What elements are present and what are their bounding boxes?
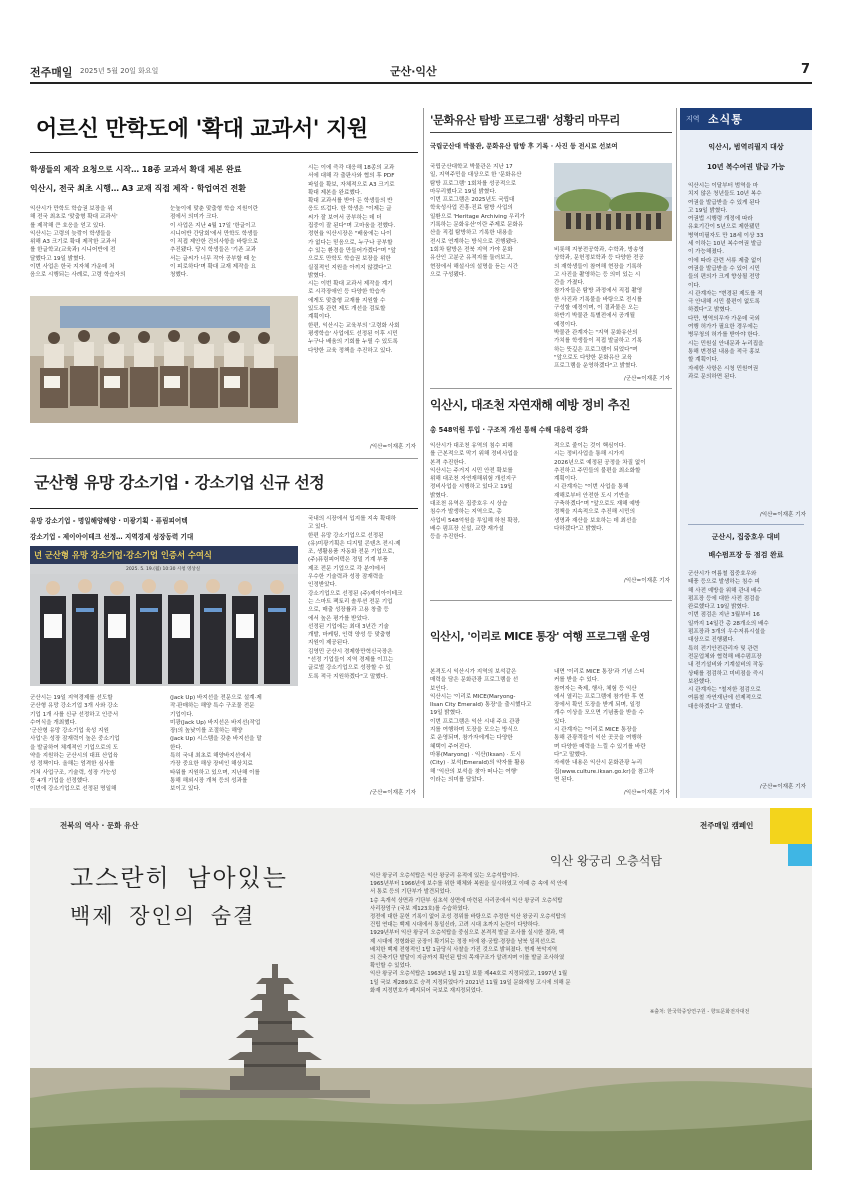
text-line: 개발, 마케팅, 인력 양성 등 맞춤형	[308, 632, 391, 639]
text-line: 씨가 잘 보여서 공부하는 데 더	[308, 214, 382, 221]
text-line: 프로그램을 운영하겠다"고 밝혔다.	[554, 363, 638, 370]
text-line: 성 정책이다. 올해는 엄격한 심사를	[30, 761, 115, 768]
text-line: 참가자들은 탐방 과정에서 직접 촬영	[554, 288, 643, 295]
text-line: 19일 밝혔다.	[430, 710, 463, 717]
text-line: 밝혔다.	[308, 272, 326, 279]
text-line: 완료했다고 19일 밝혔다.	[688, 604, 750, 611]
text-line: 이에 따라 관련 서류 제출 없이	[688, 257, 762, 264]
text-line: 조, 생활용품 자동화 전문 기업으로,	[308, 549, 395, 556]
page-number: 7	[800, 62, 810, 77]
text-line: 여행 허가가 필요한 경우에는	[688, 324, 759, 331]
masthead	[30, 60, 812, 82]
text-line: 인정받았다.	[308, 582, 337, 589]
text-line: 의 건축기단 발달이 지금까지 확인된 탑의 목재구조가 알려지며 이를 발굴 조사하였	[370, 955, 565, 962]
text-line: 예정이다.	[554, 321, 578, 328]
text-line: 확대 교과서를 받아 든 학생들의 반	[308, 198, 393, 205]
text-line: 세 이하는 10년 복수여권 발급	[688, 241, 762, 248]
text-line: 선정된 기업에는 최대 3년간 기술	[308, 623, 389, 630]
group-photo-graphic	[30, 296, 298, 423]
sidebar-item2-title: 군산시, 집중호우 대비	[711, 533, 781, 541]
text-line: 누구나 배움의 기회를 누릴 수 있도록	[308, 339, 398, 346]
text-line: 사업비 548억원을 투입해 하천 확장,	[430, 517, 520, 524]
text-line: 응도 뜨겁다. 한 학생은 "이제는 글	[308, 206, 392, 213]
text-line: 구성할 예정이며, 이 결과물은 오는	[554, 305, 639, 312]
article-col-2	[554, 246, 672, 376]
text-line: 재해로부터 안전한 도시 기반을	[554, 492, 630, 499]
text-line: 를 한글학교(교육과) 시니어반에 전	[30, 247, 116, 254]
tour-photo-graphic	[554, 163, 672, 241]
article-subhead: 총 548억원 투입 · 구조적 개선 통해 수해 대응력 강화	[430, 426, 588, 434]
text-line: 지원이 제공된다.	[308, 640, 350, 647]
sidebar-item1-body	[688, 182, 806, 387]
text-line: 일까지 14일간 총 28개소의 배수	[688, 620, 769, 627]
text-line: 장)의 높낮이를 조절하는 해양	[170, 728, 243, 735]
text-line: 병무청의 허가를 받아야 한다.	[688, 332, 760, 339]
text-line: 장에서 확인 도장을 받게 되며, 일정	[554, 702, 641, 709]
text-line: 다하겠다"고 밝혔다.	[554, 525, 604, 532]
text-line: 자세한 내용은 익산시 문화관광 누리	[554, 760, 643, 767]
text-line: 내 전기설비와 기계설비의 작동	[688, 662, 764, 669]
text-line: 기업 1개 사를 신규 선정하고 인증서	[30, 711, 119, 718]
text-line: 보이고 있다.	[170, 786, 201, 793]
text-line: 시 관계자는 "이리로 MICE 통장을	[554, 727, 638, 734]
article-headline: 익산시, '이리로 MICE 통장' 여행 프로그램 운영	[430, 630, 651, 643]
text-line: 본격 추진한다.	[430, 459, 466, 466]
text-line: 들의 편의가 크게 향상될 전망	[688, 274, 760, 281]
article-subhead-1: 유망 강소기업 - 명일해양해양 · 미광기획 · 퓨림피어텍	[30, 517, 188, 525]
text-line: 일, 지역주민을 대상으로 한 '문화유산	[430, 172, 522, 179]
text-line: 점에서 의미가 크다.	[170, 214, 219, 221]
text-line: 펌프장 등에 대한 사전 점검을	[688, 595, 760, 602]
text-line: 하는 뜻깊은 프로그램이 되었다"며	[554, 346, 638, 353]
text-line: 커를 받을 수 있다.	[554, 677, 599, 684]
text-line: 국립군산대학교 박물관은 지난 17	[430, 164, 513, 170]
text-line: 면 된다.	[554, 776, 574, 783]
text-line: 거쳐 사업구조, 기술력, 성장 가능성	[30, 769, 117, 776]
sidebar-item2-body	[688, 570, 806, 770]
text-line: 다양한 교육 정책을 추진하고 있다.	[308, 347, 393, 354]
text-line: 계획이다.	[554, 476, 578, 483]
text-line: 할 계획이다.	[688, 357, 719, 364]
text-line: 군산형 유망 강소기업 3개 사와 강소	[30, 703, 119, 710]
campaign-brand: 전주매일 캠페인	[700, 821, 754, 830]
text-line: 고 19일 밝혔다.	[688, 207, 728, 214]
text-line: 이다.	[688, 282, 701, 289]
article-subhead-2: 강소기업 - 제이아이테크 선정… 지역경제 성장동력 기대	[30, 533, 194, 541]
text-line: 다"고 말했다.	[554, 751, 588, 758]
text-line: 정책을 지속적으로 추진해 시민의	[554, 509, 635, 516]
text-line: 으로도 만학도 학습권 보장을 위한	[308, 256, 391, 263]
text-line: 이번 점검은 지난 3월부터 16	[688, 612, 760, 619]
text-line: 현장에서 해설사의 설명을 듣는 시간	[430, 263, 519, 270]
article-col-left	[30, 205, 162, 285]
article-col-2	[170, 694, 300, 794]
text-line: 해 '익산의 보석을 찾아 떠나는 여행'	[430, 768, 518, 775]
text-line: 글로벌 강소기업으로 성장할 수 있	[308, 665, 391, 672]
text-line: 익산시는 '이리로 MICE(Maryong-	[430, 693, 516, 700]
text-line: 일환으로 'Heritage Archiving 우리가	[430, 213, 525, 220]
article-photo-ceremony	[30, 546, 298, 686]
column-divider	[676, 108, 677, 798]
article-photo-group	[30, 296, 298, 423]
text-line: 제 시대에 정형화된 궁장이 확기되는 정장 터에 왕·궁탑·경장을 남북 일직선으로	[370, 938, 556, 945]
sidebar-item2-title2: 배수펌프장 등 점검 완료	[708, 551, 784, 559]
article-culture-tour	[430, 108, 672, 383]
text-line: 는 스마트 팩토리 솔루션 전문 기업	[308, 598, 393, 605]
text-line: 고 있다.	[308, 524, 328, 531]
text-line: 2026년으로 예정된 공정을 차질 없이	[554, 459, 646, 466]
text-line: 1회차 탐방은 전북 지역 가야 문화	[430, 246, 513, 253]
text-line: 군산시는 19일 지역경제를 선도할	[30, 695, 113, 701]
text-line: 침수가 발생하는 지역으로, 총	[430, 509, 502, 516]
text-line: '군산형 유망 강소기업 육성 지원	[30, 728, 109, 735]
article-col-1	[430, 668, 546, 788]
article-mice	[430, 600, 672, 798]
text-line: (Jack Up) 시스템을 갖춘 바지선을 말	[170, 736, 262, 743]
text-line: 확대 제본을 완료했다.	[308, 189, 362, 196]
text-line: 파일을 확보, 자체적으로 A3 크기로	[308, 181, 395, 188]
text-line: 익산시는 고령의 늦깎이 학생들을	[30, 230, 111, 237]
article-subhead-2: 익산시, 전국 최초 시행… A3 교재 직접 제작 · 학업여건 전환	[30, 184, 246, 193]
text-line: 특히 국내 최초로 해양바지선에서	[170, 753, 251, 760]
text-line: 익산시는 이달부터 범역을 마	[688, 183, 759, 189]
text-line: 기업이다.	[170, 711, 194, 718]
text-line: (유)미광기획은 디지털 콘텐츠 전시·제	[308, 540, 401, 547]
text-line: 통해 관광객들이 익산 곳곳을 여행하	[554, 735, 643, 742]
text-line: 위해 대조천 자연재해위험 개선지구	[430, 476, 517, 483]
text-line: 배수 펌프장 신설, 교량 재가설	[430, 525, 504, 532]
text-line: 음으로 시행되는 사례로, 고령 학습자의	[30, 272, 126, 279]
article-col-1	[430, 442, 546, 552]
text-line: 가 없다는 믿음으로, 누구나 공부할	[308, 239, 393, 246]
text-line: "앞으로도 다양한 문화유산 교육	[554, 354, 633, 361]
article-col-2	[554, 668, 672, 788]
text-line: 정헌율 익산시장은 "배움에는 나이	[308, 231, 392, 238]
text-line: 마룡(Maryong) · 익산(Iksan) · 도시	[430, 751, 521, 758]
text-line: (Jack Up) 바지선을 전문으로 설계·제	[170, 695, 262, 701]
text-line: 집(www.culture.iksan.go.kr)을 참고하	[554, 768, 655, 775]
text-line: Ilsan City Emerald) 통장'을 출시했다고	[430, 702, 532, 709]
article-col-mid	[170, 205, 300, 285]
text-line: 추진됐다. 당시 학생들은 '기존 교과	[170, 247, 257, 254]
article-textbook	[30, 108, 418, 453]
sidebar-tag: 지역	[686, 115, 700, 123]
article-headline: 어르신 만학도에 '확대 교과서' 지원	[36, 117, 368, 142]
text-line: 참여자는 축제, 행사, 체험 등 익산	[554, 685, 637, 692]
text-line: 박물관 관계자는 "지역 문화유산의	[554, 329, 638, 336]
sidebar-item1-title2: 10년 복수여권 발급 가능	[707, 163, 785, 171]
campaign-section	[30, 808, 812, 1170]
text-line: 매력을 담은 문화관광 프로그램을 선	[430, 677, 519, 684]
text-line: 집중이 잘 된다"며 고마움을 전했다.	[308, 223, 396, 230]
text-line: 1965년부터 1966년에 보수를 위한 해체와 복원을 실시하였고 이때 층 속에 석 안에	[370, 881, 568, 888]
text-line: 국내의 시장에서 입지를 지속 확대하	[308, 516, 397, 522]
text-line: 기록하는 문화유산'이란 주제로 문화유	[430, 222, 524, 229]
text-line: 달했다고 19일 밝혔다.	[30, 255, 86, 262]
article-headline: '문화유산 탐방 프로그램' 성황리 마무리	[430, 113, 620, 127]
text-line: 1일 국보 제289호로 승격 지정되었다가 2021년 11월 19일 문화재청 고시에 의해 문	[370, 979, 571, 986]
text-line: 산을 직접 탐방하고 기록한 내용을	[430, 230, 513, 237]
text-line: 한 사진과 기록물을 바탕으로 전시를	[554, 296, 643, 303]
text-line: 극 안내해 시민 불편이 없도록	[688, 299, 760, 306]
text-line: 이번에 강소기업으로 선정된 명일해	[30, 786, 117, 793]
text-line: 도록 적극 지원하겠다"고 말했다.	[308, 673, 388, 680]
text-line: 마무리했다고 19일 밝혔다.	[430, 188, 497, 195]
byline: /익산=이재훈 기자	[759, 512, 806, 518]
text-line: 이 사업은 지난 4월 17일 '한글이고	[170, 222, 256, 229]
sidebar-news-brief	[680, 108, 812, 798]
article-col-3	[308, 515, 418, 705]
text-line: 의 재학생들이 참여해 현장을 기록하	[554, 263, 643, 270]
text-line: 익산시는 주거지 시민 안전 확보를	[430, 467, 513, 474]
text-line: 밝혔다.	[430, 492, 448, 499]
ceremony-banner-date: 2025. 5. 19.(월) 10:30 시청 영상실	[126, 567, 201, 572]
byline: /익산=이재훈 기자	[623, 578, 670, 584]
article-col-1	[30, 694, 162, 794]
text-line: 정비사업을 시행하고 있다고 19일	[430, 484, 513, 491]
text-line: 에서 높은 평가를 받았다.	[308, 615, 370, 622]
pagoda-landscape-graphic	[30, 928, 812, 1170]
text-line: 미광(Jack Up) 바지선은 바지선(작업	[170, 719, 261, 726]
text-line: 청했다.	[170, 272, 188, 279]
text-line: 실질적인 지원을 아끼지 않겠다"고	[308, 264, 392, 271]
text-line: 구축하겠다"며 "앞으로도 재해 예방	[554, 501, 641, 508]
text-line: 혜택이 주어진다.	[430, 743, 472, 750]
text-line: 으로 구성됐다.	[430, 271, 466, 278]
text-line: 상학과, 문헌정보학과 등 다양한 전공	[554, 255, 644, 262]
text-line: 에서 열리는 프로그램에 참가한 후 현	[554, 693, 644, 700]
text-line: "선정 기업들이 지역 경제를 이끄는	[308, 657, 394, 664]
text-line: 정전에 대한 문헌 기록이 없어 조성 경위를 바탕으로 추정한 익산 왕궁리 오층석탑의	[370, 914, 566, 921]
text-line: 계획이다.	[308, 314, 332, 321]
text-line: 타워를 지원하고 있으며, 지난해 이를	[170, 769, 260, 776]
text-line: 작·판매하는 해양 특수 구조물 전문	[170, 703, 255, 710]
text-line: 추진하고 주민들의 불편을 최소화할	[554, 467, 641, 474]
text-line: 치지 않은 청년들도 10년 복수	[688, 191, 762, 198]
byline: /익산=이재훈 기자	[369, 444, 416, 450]
text-line: 를 제작해 큰 호응을 얻고 있다.	[30, 222, 106, 229]
text-line: 병역미필자도 만 18세 이상 33	[688, 232, 764, 239]
text-line: 서 통로 등의 기단부가 발견되었다.	[370, 889, 452, 896]
text-line: 눈높이에 맞춘 맞춤형 학습 지원이란	[170, 206, 259, 212]
text-line: 한편 유망 강소기업으로 선정된	[308, 532, 384, 539]
sidebar-title: 소식통	[708, 113, 743, 126]
text-line: 등 4개 기업을 선정했다.	[30, 777, 90, 784]
text-line: 로 시각장애인 등 다양한 학습자	[308, 289, 386, 296]
text-line: (City) · 보석(Emerald)의 약자를 활용	[430, 760, 526, 767]
text-line: 이 가능해졌다.	[688, 249, 724, 256]
text-line: 통해 해외시장 개척 등의 성과를	[170, 777, 248, 784]
text-line: 학육성사업 진흥·진료 탐방 사업의	[430, 205, 513, 212]
text-line: 통해 변경된 내용을 적극 홍보	[688, 348, 760, 355]
text-line: 대상으로 진행됐다.	[688, 637, 735, 644]
text-line: 개수 이상을 모으면 기념품을 받을 수	[554, 710, 644, 717]
text-line: 제조 전문 기업으로 각 분야에서	[308, 565, 386, 572]
text-line: 유산인 고분군 유적지를 둘러보고,	[430, 255, 513, 262]
masthead-date: 2025년 5월 20일 화요일	[80, 67, 159, 75]
sidebar-item1-title: 익산시, 범역리필지 대상	[708, 143, 784, 151]
text-line: 시는 이번 확대 교과서 제작을 계기	[308, 281, 393, 288]
text-line: 이번 프로그램은 2025년도 국립대	[430, 197, 515, 204]
text-line: 배치한 백제 전형적인 1탑 1금당식 사찰을 가진 것으로 밝혀졌다. 현재 북악지역	[370, 946, 558, 953]
text-line: 여권을 발급받을 수 있어 시민	[688, 265, 760, 272]
headline-rule	[430, 132, 672, 133]
text-line: 비롯해 지붕전공학과, 수학과, 방송영	[554, 247, 644, 253]
article-col-2	[554, 442, 672, 552]
text-line: 사업'은 성장 잠재력이 높은 중소기업	[30, 736, 120, 743]
text-line: 이 직접 제안한 건의사항을 바탕으로	[170, 239, 259, 246]
text-line: 시 관계자는 "이번 사업을 통해	[554, 484, 629, 491]
text-line: 여름철 자연재난에 선제적으로	[688, 695, 762, 702]
text-line: 하겠다"고 밝혔다.	[688, 307, 732, 314]
text-line: 우수한 기술력과 성장 잠재력을	[308, 574, 384, 581]
text-line: 시는 정비사업을 통해 시가지	[554, 451, 625, 458]
text-line: 수여식을 개최했다.	[30, 719, 77, 726]
text-line: 보완했다.	[688, 678, 712, 685]
masthead-rule	[30, 82, 812, 84]
text-line: 평생학습' 사업에도 선정된 이후 시민	[308, 330, 398, 337]
text-line: 간을 가졌다.	[554, 280, 585, 287]
text-line: 대조천 유역은 집중호우 시 상습	[430, 501, 508, 508]
campaign-headline-2: 백제 장인의 숨결	[70, 904, 256, 928]
text-line: 있다.	[554, 718, 567, 725]
text-line: 생명과 재산을 보호하는 데 최선을	[554, 517, 637, 524]
text-line: 탐방 프로그램' 1회차를 성공적으로	[430, 180, 517, 187]
text-line: 유효기간이 5년으로 제한됐던	[688, 224, 760, 231]
text-line: 에게도 맞춤형 교재를 지원할 수	[308, 297, 386, 304]
text-line: 내면 '이리로 MICE 통장'과 기념 스티	[554, 669, 645, 675]
text-line: 확인할 수 있었다.	[370, 963, 412, 970]
text-line: 가장 중요한 해상 장비인 해상치료	[170, 761, 253, 768]
sidebar-divider	[688, 524, 804, 525]
text-line: 과로 문의하면 된다.	[688, 373, 737, 380]
headline-rule	[30, 152, 418, 153]
campaign-series: 전북의 역사 · 문화 유산	[60, 821, 139, 830]
text-line: 해 전국 최초로 '맞춤형 확대 교과서'	[30, 214, 118, 221]
text-line: 있도록 관련 제도 개선을 검토할	[308, 306, 386, 313]
text-line: 보인다.	[430, 685, 448, 692]
text-line: 수 있는 환경을 만들어가겠다"며 "앞	[308, 247, 396, 254]
text-line: 전시로 연계하는 방식으로 진행됐다.	[430, 238, 519, 245]
byline: /군산=이재훈 기자	[369, 790, 416, 796]
text-line: 상태를 점검하고 미비점을 즉시	[688, 670, 764, 677]
text-line: 화재 지정번호가 폐지되어 국보로 재지정되었다.	[370, 987, 483, 994]
text-line: 군산시가 여름철 집중호우와	[688, 571, 757, 577]
section-rule	[430, 600, 672, 601]
text-line: 고 사진을 촬영하는 등 의미 있는 시	[554, 271, 641, 278]
text-line: 지를 여행하며 도장을 모으는 방식으	[430, 727, 519, 734]
text-line: 다만, 병역의무자 가운데 국외	[688, 315, 760, 322]
text-line: 이번 프로그램은 익산 시내 주요 관광	[430, 718, 520, 725]
article-col-1	[430, 163, 546, 378]
article-companies	[30, 458, 418, 798]
text-line: 시니어반 간담회'에서 만학도 학생들	[170, 230, 258, 237]
text-line: 적으로 줄이는 것이 핵심이다.	[554, 443, 626, 449]
text-line: 등을 추진한다.	[430, 534, 466, 541]
text-line: 시는 민원실 안내문과 누리집을	[688, 340, 764, 347]
text-line: 자세한 사항은 시청 민원여권	[688, 365, 759, 372]
text-line: 펌프장과 3개의 우수저류시설을	[688, 629, 766, 636]
headline-rule	[30, 508, 418, 509]
text-line: 여권법 시행령 개정에 따라	[688, 216, 753, 223]
text-line: 이번 사업은 한국 지자체 가운데 처	[30, 264, 115, 271]
text-line: (주)퓨림피어텍은 정밀 기계 부품	[308, 557, 388, 564]
byline: /군산=이재훈 기자	[759, 784, 806, 790]
heritage-title: 익산 왕궁리 오층석탑	[550, 854, 662, 868]
sidebar-header	[680, 108, 812, 130]
text-line: 시 관계자는 "변경된 제도를 적	[688, 290, 763, 297]
text-line: 익산 왕궁리 오층석탑은 익산 왕궁리 유적에 있는 오층석탑이다.	[370, 873, 520, 879]
ceremony-photo-graphic	[30, 574, 298, 686]
text-line: 익산 왕궁리 오층석탑은 1963년 1월 21일 보물 제44호로 지정되었고, 1997년 1월	[370, 971, 568, 978]
section-rule	[430, 388, 672, 389]
article-headline: 군산형 유망 강소기업 · 강소기업 신규 선정	[34, 473, 325, 492]
text-line: 익산시가 만학도 학습권 보장을 위	[30, 206, 113, 212]
ceremony-banner-text: 년 군산형 유망 강소기업·강소기업 인증서 수여식	[34, 550, 212, 560]
byline: /군산=이재훈 기자	[623, 376, 670, 382]
text-line: 김영민 군산시 경제항만혁신국장은	[308, 648, 393, 655]
text-line: 건립 연대는 백제 시대에서 통일신라, 고려 시대 초까지 논란이 다양하다.	[370, 922, 540, 929]
text-line: 며 다양한 매력을 느낄 수 있기를 바란	[554, 743, 646, 750]
text-line: 으로, 매출 성장률과 고용 창출 등	[308, 607, 389, 614]
text-line: 한다.	[170, 744, 183, 751]
text-line: 특히 전기안전관리자 및 관련	[688, 645, 759, 652]
article-col-right	[308, 164, 418, 444]
article-photo-tour	[554, 163, 672, 241]
text-line: 약을 지원하는 군산시의 대표 산업육	[30, 753, 119, 760]
section-rule	[30, 458, 418, 459]
text-line: 해 사전 예방을 위해 관내 배수	[688, 587, 762, 594]
text-line: 1층 옥개석 상면과 기단부 심초석 상면에 마련된 사리공에서 익산 왕궁리 오층석탑	[370, 897, 563, 904]
campaign-headline-1: 고스란히 남아있는	[70, 864, 288, 892]
text-line: 전문업체와 협력해 배수펌프장	[688, 653, 762, 660]
text-line: 서는 글씨가 너무 작아 공부할 때 눈	[170, 255, 257, 262]
text-line: 하반기 박물관 특별전에서 공개될	[554, 313, 635, 320]
text-line: 여권을 발급받을 수 있게 된다	[688, 199, 760, 206]
campaign-accent-yellow	[770, 808, 812, 844]
text-line: 본격도시 익산시가 지역의 보석같은	[430, 669, 517, 675]
text-line: 1929년부터 익산 왕궁리 오층석탑을 중심으로 본격적 발굴 조사를 실시한 결과, 백	[370, 930, 564, 937]
text-line: 사리장엄구 (국보 제123호)를 수습하였다.	[370, 905, 470, 912]
article-subhead-1: 학생들의 제작 요청으로 시작… 18종 교과서 확대 제본 완료	[30, 165, 242, 174]
text-line: 한편, 익산시는 교육부의 '고령화 사회	[308, 322, 400, 329]
masthead-paper-name: 전주매일	[30, 67, 73, 79]
text-line: 익산시가 대조천 유역의 침수 피해	[430, 443, 513, 449]
text-line: 시 관계자는 "철저한 점검으로	[688, 687, 761, 694]
text-line: 강소기업으로 선정된 (주)제이아이테크	[308, 590, 403, 597]
text-line: 시는 이에 즉각 대응해 18종의 교과	[308, 165, 395, 171]
text-line: 를 근본적으로 막기 위해 정비사업을	[430, 451, 519, 458]
byline: /익산=이재훈 기자	[623, 790, 670, 796]
text-line: 위해 A3 크기로 확대 제작한 교과서	[30, 239, 117, 246]
masthead-section: 군산·익산	[390, 65, 437, 78]
text-line: 태풍 등으로 발생하는 침수 피	[688, 579, 760, 586]
column-divider	[423, 108, 424, 798]
text-line: 을 발굴하여 체계적인 기업으로의 도	[30, 744, 119, 751]
text-line: 이라는 의미를 담았다.	[430, 776, 484, 783]
campaign-accent-cyan	[788, 844, 812, 866]
text-line: 로 운영되며, 참가자에게는 다양한	[430, 735, 513, 742]
article-flood	[430, 388, 672, 598]
text-line: 가치를 학생들이 직접 발굴하고 기록	[554, 338, 643, 345]
text-line: 서에 대해 각 출판사와 협의 후 PDF	[308, 173, 395, 180]
text-line: 이 피로하다'며 확대 교재 제작을 요	[170, 264, 257, 271]
article-headline: 익산시, 대조천 자연재해 예방 정비 추진	[430, 398, 630, 412]
article-subhead: 국립군산대 박물관, 문화유산 탐방 후 기록 · 사진 등 전시로 선보여	[430, 142, 618, 150]
heritage-source: ※출처: 한국학중앙연구원 - 향토문화전자대전	[650, 1009, 750, 1015]
text-line: 대응하겠다"고 말했다.	[688, 703, 743, 710]
